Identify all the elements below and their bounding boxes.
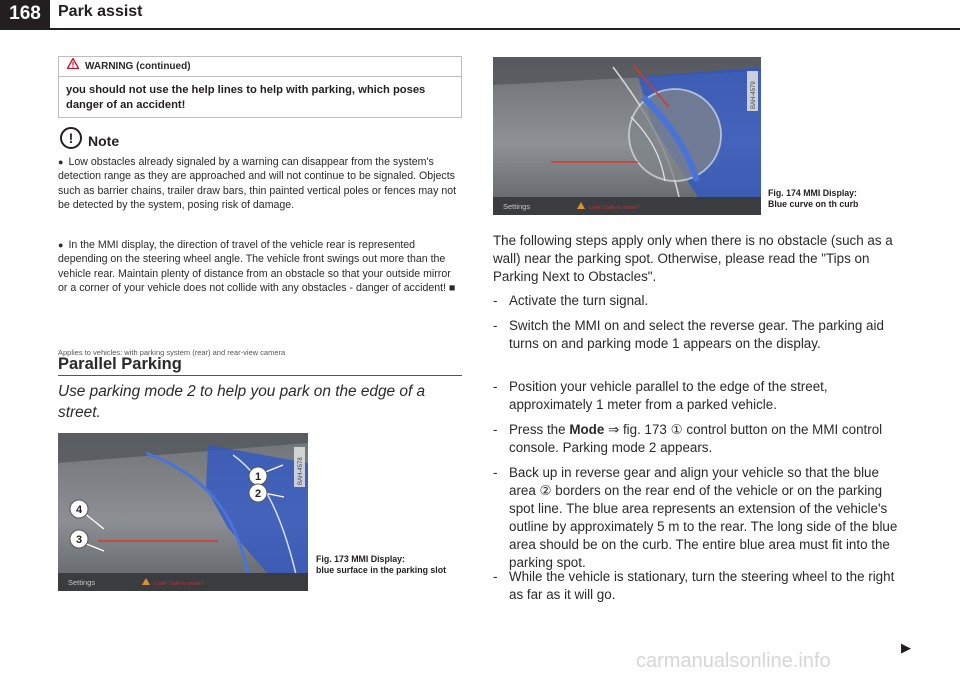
step-4-text bbox=[509, 421, 903, 457]
header-rule bbox=[0, 28, 960, 30]
step-dash: - bbox=[493, 569, 498, 584]
callout-4: 4 bbox=[75, 504, 83, 516]
figure-174-image bbox=[493, 57, 761, 215]
section-title: Parallel Parking bbox=[58, 355, 182, 373]
note-bullet-text: Low obstacles already signaled by a warning can disappear from the system's detection range as they are approached and will not continue to be signaled. Objects such as barrier chains, trailer draw bars, thin painted vertical poles or fences may not be detected by the system, posing risk of damage. bbox=[58, 156, 457, 211]
note-bullet-text: In the MMI display, the direction of travel of the vehicle rear is represented depending on the steering wheel angle. The vehicle front swings out more than the vehicle rear. Maintain plenty of distance from an obstacle so that your outside mirror or a corner of your vehicle does not collide with any obstacles - danger of accident! bbox=[58, 239, 451, 294]
section-rule bbox=[58, 375, 462, 376]
fig174-warning-text: Look! Safe to move? bbox=[589, 205, 640, 211]
fig174-settings: Settings bbox=[503, 202, 531, 211]
step-5-part-b: borders on the rear end of the vehicle or on the parking spot line. The blue area represents an extension of the vehicle's outline by approximately 5 m to the rear. The long side of the blue area should be on the curb. The entire blue area must fit into the parking spot. bbox=[509, 483, 898, 570]
warning-box bbox=[58, 56, 462, 118]
callout-2-reference: ② bbox=[539, 483, 552, 498]
figure-174-caption bbox=[768, 188, 908, 210]
note-bullet-1 bbox=[58, 155, 462, 212]
figure-173-image bbox=[58, 433, 308, 591]
note-bullet-2 bbox=[58, 238, 462, 295]
figure-174-mmi-display bbox=[493, 57, 761, 215]
step-1-text: Activate the turn signal. bbox=[509, 293, 649, 308]
fig173-settings: Settings bbox=[68, 578, 96, 587]
mode-button-label: Mode bbox=[569, 422, 605, 437]
warning-label: WARNING (continued) bbox=[85, 61, 191, 72]
note-title: Note bbox=[88, 133, 120, 149]
callout-1: 1 bbox=[254, 471, 262, 483]
step-dash: - bbox=[493, 293, 498, 308]
fig174-description: Blue curve on th curb bbox=[768, 199, 859, 209]
applies-to-vehicles: Applies to vehicles: with parking system (rear) and rear-view camera bbox=[58, 348, 286, 357]
warning-header bbox=[59, 57, 461, 77]
step-5-text bbox=[509, 464, 903, 572]
bullet-icon: ● bbox=[58, 157, 69, 167]
intro-paragraph: The following steps apply only when there is no obstacle (such as a wall) near the parking spot. Otherwise, please read the "Tips on Parking Next to Obstacles". bbox=[493, 233, 893, 284]
fig173-warning-text: Look! Safe to move? bbox=[154, 581, 205, 587]
step-3-text: Position your vehicle parallel to the edge of the street, approximately 1 meter from a parked vehicle. bbox=[509, 379, 828, 412]
callout-3: 3 bbox=[75, 534, 83, 546]
fig173-number: Fig. 173 bbox=[316, 554, 349, 564]
warning-text: you should not use the help lines to help with parking, which poses danger of an accident! bbox=[66, 84, 426, 111]
fig173-code: BAH-4578 bbox=[298, 457, 304, 485]
watermark: carmanualsonline.info bbox=[636, 650, 831, 672]
fig173-title: MMI Display: bbox=[351, 554, 405, 564]
figure-173-caption bbox=[316, 554, 462, 576]
step-4-part-b: control button on the MMI control console. Parking mode 2 appears. bbox=[509, 422, 883, 455]
callout-1-reference: ① bbox=[670, 422, 683, 437]
step-dash: - bbox=[493, 422, 498, 437]
warning-triangle-icon bbox=[67, 57, 79, 76]
step-dash: - bbox=[493, 465, 498, 480]
step-dash: - bbox=[493, 318, 498, 333]
fig174-title: MMI Display: bbox=[803, 188, 857, 198]
step-4-part-a: Press the bbox=[509, 422, 566, 437]
fig-173-reference: ⇒ fig. 173 bbox=[608, 422, 667, 437]
step-dash: - bbox=[493, 379, 498, 394]
step-2-text: Switch the MMI on and select the reverse gear. The parking aid turns on and parking mode 1 appears on the display. bbox=[509, 318, 884, 351]
note-exclamation-icon: ! bbox=[60, 127, 82, 149]
continue-arrow-icon: ▶ bbox=[901, 640, 911, 655]
page-number: 168 bbox=[0, 0, 50, 28]
step-5-part-a: Back up in reverse gear and align your vehicle so that the blue area bbox=[509, 465, 879, 498]
step-6-text: While the vehicle is stationary, turn the steering wheel to the right as far as it will go. bbox=[509, 569, 895, 602]
section-subtitle: Use parking mode 2 to help you park on the edge of a street. bbox=[58, 383, 426, 421]
bullet-icon: ● bbox=[58, 240, 69, 250]
callout-2: 2 bbox=[254, 488, 262, 500]
end-square-icon: ■ bbox=[446, 281, 456, 294]
figure-173-mmi-display bbox=[58, 433, 308, 591]
fig173-description: blue surface in the parking slot bbox=[316, 565, 447, 575]
fig174-number: Fig. 174 bbox=[768, 188, 801, 198]
fig174-code: BAH-4579 bbox=[751, 81, 757, 109]
page-title: Park assist bbox=[58, 3, 143, 20]
